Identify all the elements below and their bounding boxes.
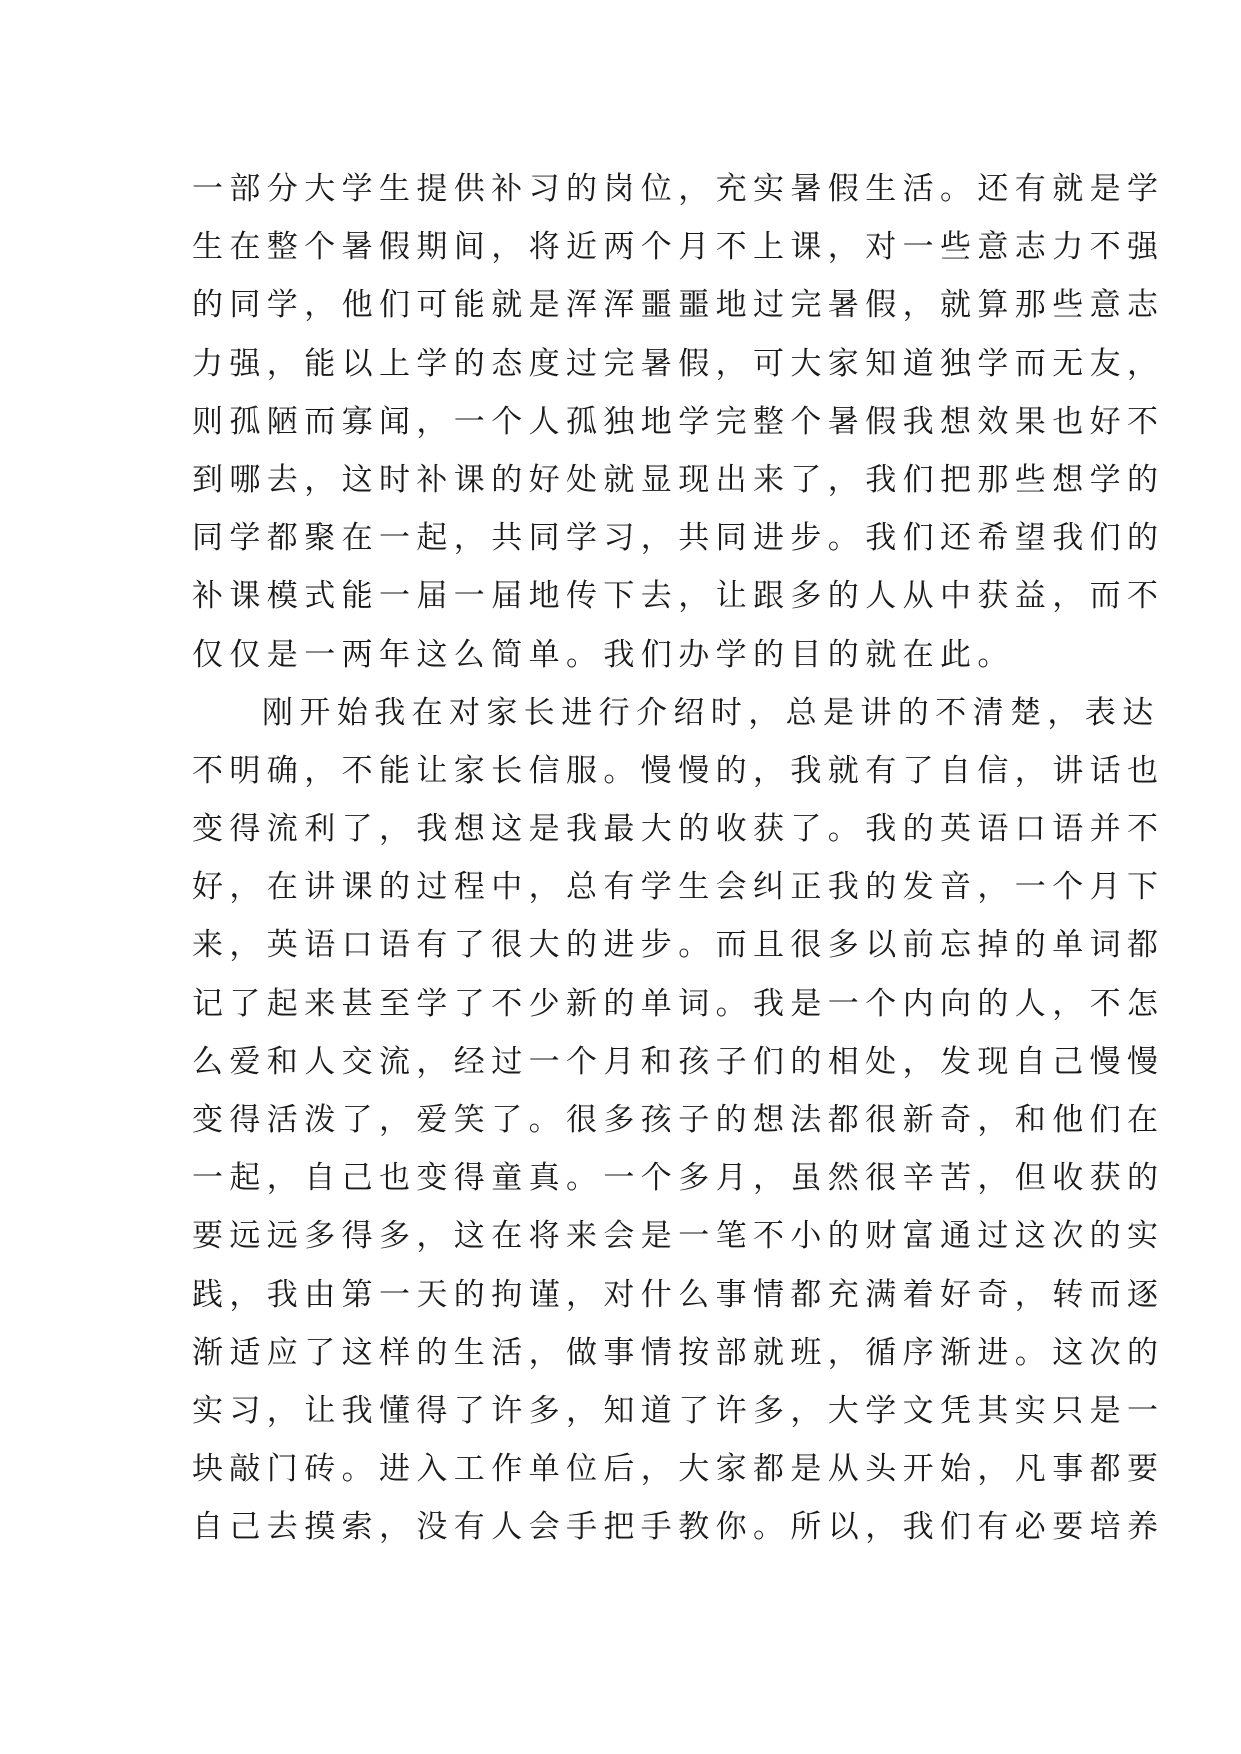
text-line: 同学都聚在一起，共同学习，共同进步。我们还希望我们的 <box>192 520 1165 557</box>
text-line: 要远远多得多，这在将来会是一笔不小的财富通过这次的实 <box>192 1218 1165 1255</box>
text-line: 渐适应了这样的生活，做事情按部就班，循序渐进。这次的 <box>192 1334 1165 1371</box>
text-line: 到哪去，这时补课的好处就显现出来了，我们把那些想学的 <box>192 461 1165 498</box>
text-line: 则孤陋而寡闻，一个人孤独地学完整个暑假我想效果也好不 <box>192 403 1165 440</box>
text-line: 刚开始我在对家长进行介绍时，总是讲的不清楚，表达 <box>262 694 1160 731</box>
text-line: 变得活泼了，爱笑了。很多孩子的想法都很新奇，和他们在 <box>192 1102 1165 1138</box>
text-line: 践，我由第一天的拘谨，对什么事情都充满着好奇，转而逐 <box>192 1276 1165 1313</box>
paragraph-2 <box>192 684 1165 1557</box>
text-line: 生在整个暑假期间，将近两个月不上课，对一些意志力不强 <box>192 229 1165 266</box>
text-line: 力强，能以上学的态度过完暑假，可大家知道独学而无友， <box>192 345 1165 382</box>
text-line: 的同学，他们可能就是浑浑噩噩地过完暑假，就算那些意志 <box>192 287 1165 324</box>
text-line: 么爱和人交流，经过一个月和孩子们的相处，发现自己慢慢 <box>192 1043 1165 1080</box>
text-line: 记了起来甚至学了不少新的单词。我是一个内向的人，不怎 <box>192 985 1165 1022</box>
text-line: 一部分大学生提供补习的岗位，充实暑假生活。还有就是学 <box>192 171 1165 207</box>
text-line: 仅仅是一两年这么简单。我们办学的目的就在此。 <box>192 636 1015 673</box>
text-line: 自己去摸索，没有人会手把手教你。所以，我们有必要培养 <box>192 1509 1165 1546</box>
text-line: 实习，让我懂得了许多，知道了许多，大学文凭其实只是一 <box>192 1392 1165 1429</box>
text-line: 补课模式能一届一届地传下去，让跟多的人从中获益，而不 <box>192 578 1165 615</box>
text-line: 变得流利了，我想这是我最大的收获了。我的英语口语并不 <box>192 811 1165 848</box>
text-line: 不明确，不能让家长信服。慢慢的，我就有了自信，讲话也 <box>192 752 1165 789</box>
text-line: 块敲门砖。进入工作单位后，大家都是从头开始，凡事都要 <box>192 1451 1165 1488</box>
text-line: 来，英语口语有了很大的进步。而且很多以前忘掉的单词都 <box>192 927 1165 964</box>
paragraph-1 <box>192 160 1165 684</box>
text-line: 一起，自己也变得童真。一个多月，虽然很辛苦，但收获的 <box>192 1160 1165 1197</box>
body-text <box>192 160 1165 1557</box>
text-line: 好，在讲课的过程中，总有学生会纠正我的发音，一个月下 <box>192 869 1165 906</box>
